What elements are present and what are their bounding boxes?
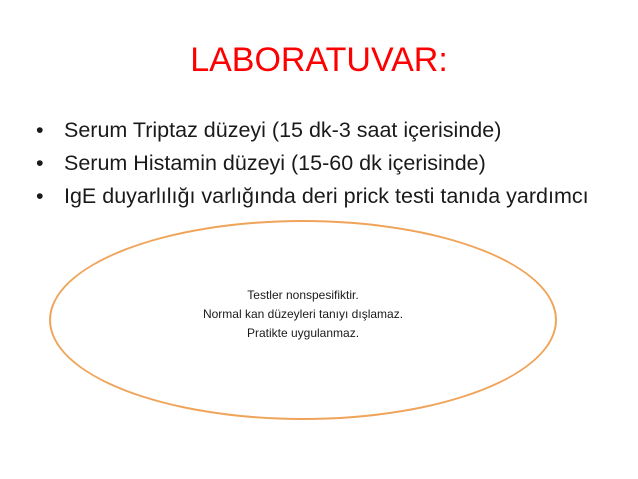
bullet-item-ige [36,182,616,210]
bullet-item-triptaz [36,116,616,144]
callout-text [49,286,557,343]
bullet-dot-icon: • [36,184,44,208]
bullet-text: IgE duyarlılığı varlığında deri prick testi tanıda yardımcı [64,184,589,208]
slide-title: LABORATUVAR: [190,41,448,79]
bullet-dot-icon: • [36,151,44,175]
callout-line-practice: Pratikte uygulanmaz. [246,326,360,340]
bullet-dot-icon: • [36,118,44,142]
bullet-list [36,116,616,215]
callout-line-normal-levels: Normal kan düzeyleri tanıyı dışlamaz. [202,307,404,321]
bullet-text: Serum Histamin düzeyi (15-60 dk içerisinde) [64,151,486,175]
bullet-item-histamin [36,149,616,177]
callout-line-nonspecific: Testler nonspesifiktir. [247,288,359,302]
bullet-text: Serum Triptaz düzeyi (15 dk-3 saat içerisinde) [64,118,502,142]
